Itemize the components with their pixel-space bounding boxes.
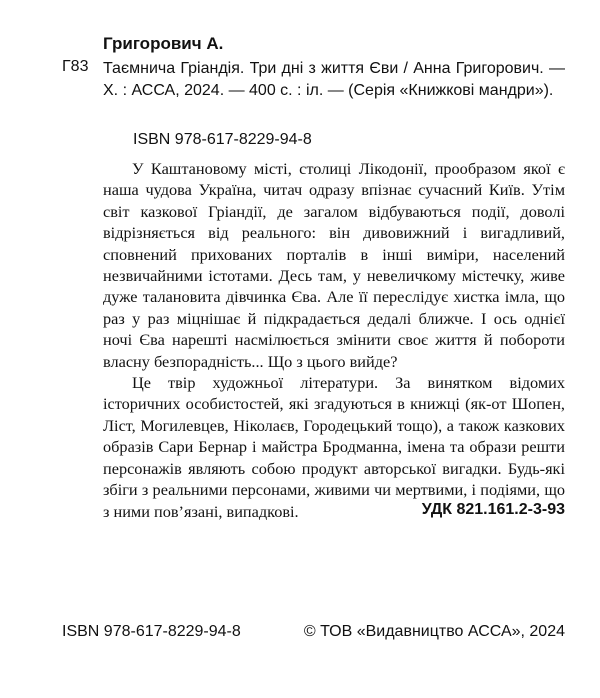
bibliographic-description: Таємнича Гріандія. Три дні з життя Єви / Анна Григорович. — Х. : АССА, 2024. — 400 с. : іл. — (Серія «Книжкові мандри»).	[103, 60, 565, 99]
author-name: Григорович А.	[103, 34, 224, 53]
abstract-paragraph-1: У Каштановому місті, столиці Лікодонії, прообразом якої є наша чудова Україна, читач одразу впізнає сучасний Київ. Утім світ казкової Гріандії, де загалом відбуваються події, доволі відрізняється від реального: він дивовижний і вигадливий, сповнений прихованих порталів в інші виміри, населений незвичайними істотами. Десь там, у невеличкому містечку, живе дуже талановита дівчинка Єва. Але її переслідує хистка імла, що раз у раз міцнішає й підкрадається дедалі ближче. І ось однієї ночі Єва нарешті насмілюється змінити своє життя й побороти власну безпорадність... Що з цього вийде?	[103, 159, 565, 371]
copyright-notice: © ТОВ «Видавництво АССА», 2024	[303, 623, 565, 640]
isbn-bottom: ISBN 978-617-8229-94-8	[62, 623, 241, 640]
abstract	[103, 158, 565, 522]
abstract-paragraph-2: Це твір художньої літератури. За винятком відомих історичних особистостей, які згадуються в книжці (як-от Шопен, Ліст, Могилевцев, Ніколаєв, Городецький тощо), а також казкових образів Сари Бернар і майстра Бродманна, імена та образи решти персонажів являють собою продукт авторської вигадки. Будь-які збіги з реальними персонами, живими чи мертвими, і подіями, що з ними пов’язані, випадкові.	[103, 373, 565, 521]
classification-code: Г83	[62, 58, 89, 75]
isbn-top: ISBN 978-617-8229-94-8	[133, 131, 312, 148]
udk-code: УДК 821.161.2-3-93	[421, 501, 565, 518]
